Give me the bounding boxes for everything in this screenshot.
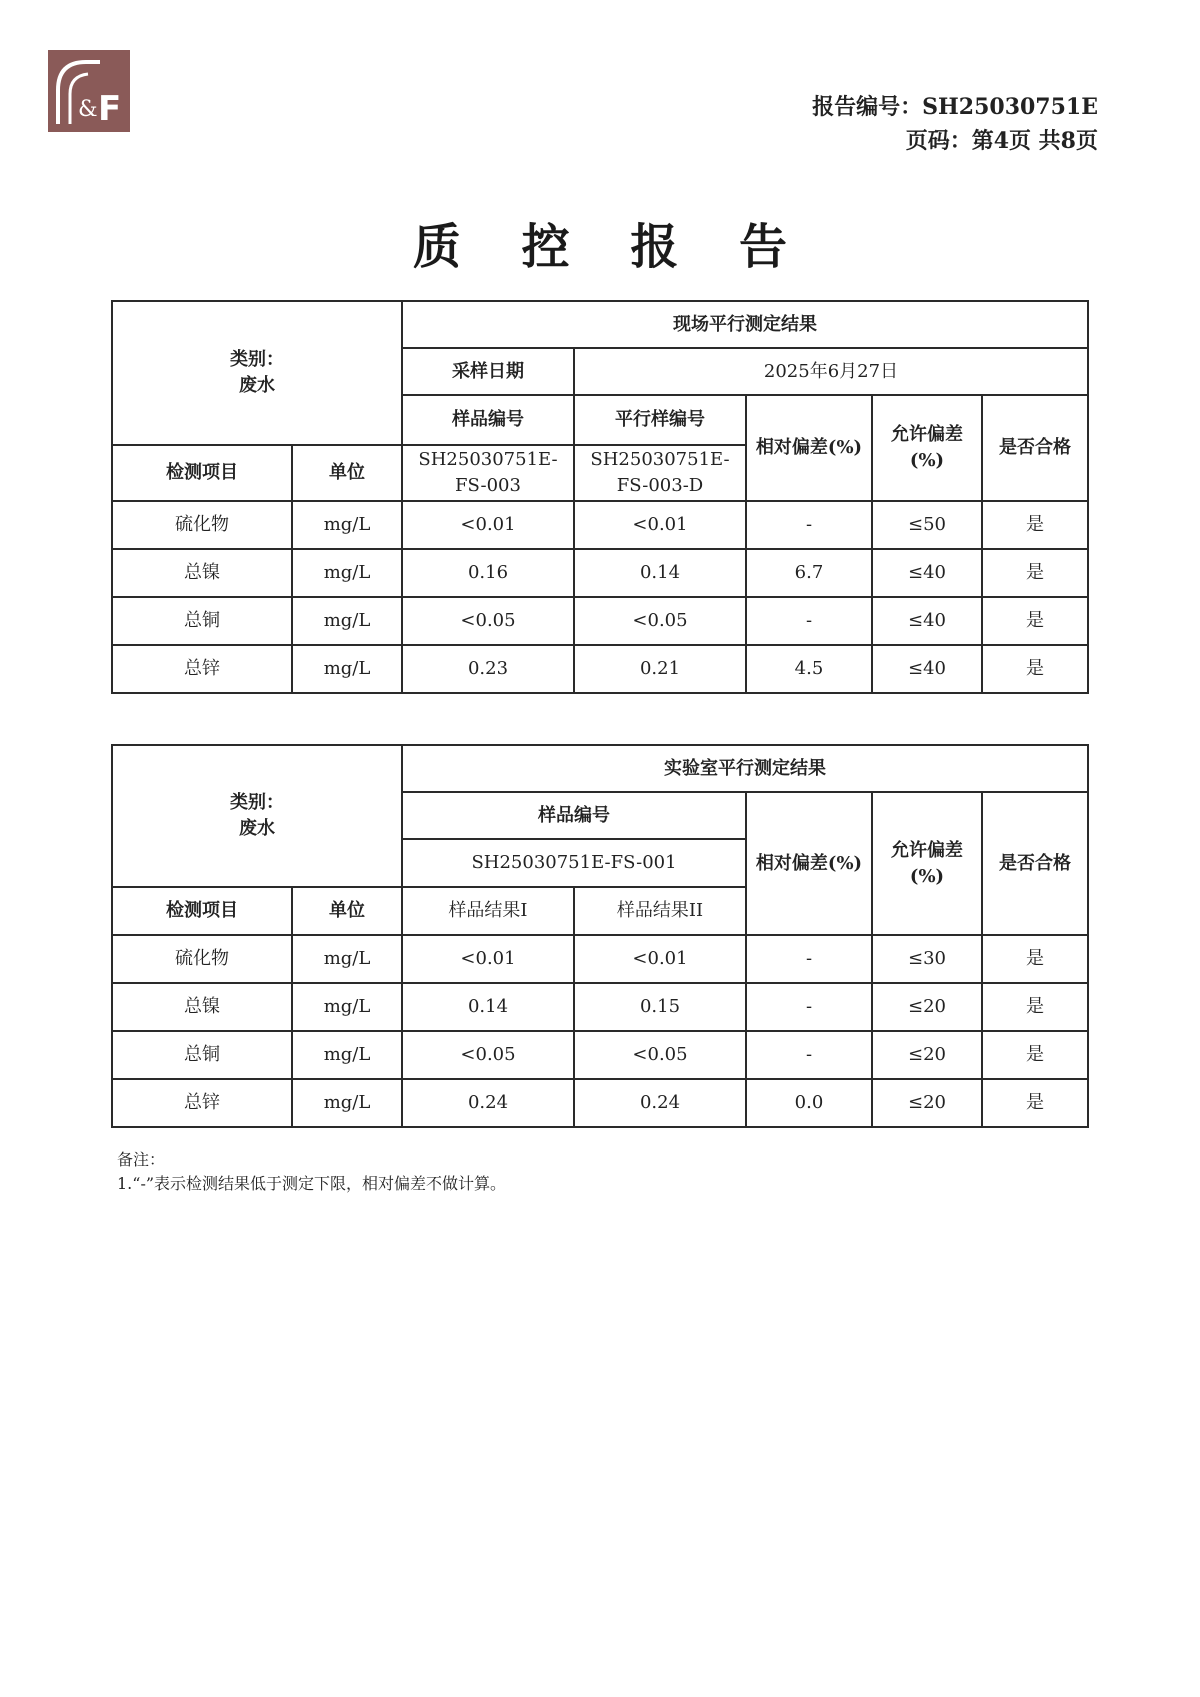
result-a-cell: <0.01 bbox=[402, 501, 574, 549]
result-a-cell: <0.05 bbox=[402, 1031, 574, 1079]
notes-heading: 备注： bbox=[117, 1150, 166, 1169]
item-label: 检测项目 bbox=[112, 887, 292, 935]
relative-deviation-cell: - bbox=[746, 935, 872, 983]
table-row bbox=[112, 935, 1088, 983]
unit-cell: mg/L bbox=[292, 501, 402, 549]
pass-label: 是否合格 bbox=[982, 792, 1088, 935]
allowed-deviation-cell: ≤40 bbox=[872, 549, 982, 597]
table-row bbox=[112, 1079, 1088, 1127]
page-number: 页码：第4页 共8页 bbox=[905, 128, 1098, 154]
pass-flag-cell: 是 bbox=[982, 597, 1088, 645]
category-value: 废水 bbox=[239, 375, 275, 396]
result-a-cell: 0.14 bbox=[402, 983, 574, 1031]
result-a-cell: <0.01 bbox=[402, 935, 574, 983]
unit-cell: mg/L bbox=[292, 1031, 402, 1079]
pass-flag-cell: 是 bbox=[982, 501, 1088, 549]
category-cell bbox=[112, 301, 402, 445]
relative-deviation-cell: - bbox=[746, 501, 872, 549]
category-value: 废水 bbox=[239, 818, 275, 839]
result1-label: 样品结果I bbox=[402, 887, 574, 935]
rel-dev-label: 相对偏差(%) bbox=[746, 395, 872, 501]
report-header bbox=[812, 90, 1098, 158]
lab-parallel-rows bbox=[112, 935, 1088, 1127]
pass-flag-cell: 是 bbox=[982, 1079, 1088, 1127]
table-row bbox=[112, 501, 1088, 549]
relative-deviation-cell: - bbox=[746, 597, 872, 645]
sampling-date-label: 采样日期 bbox=[402, 348, 574, 395]
result-b-cell: 0.15 bbox=[574, 983, 746, 1031]
table-row bbox=[112, 549, 1088, 597]
company-logo bbox=[48, 50, 130, 132]
section-title: 现场平行测定结果 bbox=[402, 301, 1088, 348]
notes bbox=[117, 1148, 506, 1196]
parallel-no: SH25030751E-FS-003-D bbox=[574, 445, 746, 501]
sample-no: SH25030751E-FS-001 bbox=[402, 839, 746, 887]
result2-label: 样品结果II bbox=[574, 887, 746, 935]
result-b-cell: 0.21 bbox=[574, 645, 746, 693]
unit-cell: mg/L bbox=[292, 645, 402, 693]
table-row bbox=[112, 597, 1088, 645]
page-title: 质 控 报 告 bbox=[412, 219, 810, 275]
unit-cell: mg/L bbox=[292, 983, 402, 1031]
svg-text:F: F bbox=[98, 89, 122, 129]
pass-flag-cell: 是 bbox=[982, 645, 1088, 693]
allowed-deviation-cell: ≤20 bbox=[872, 1079, 982, 1127]
relative-deviation-cell: 0.0 bbox=[746, 1079, 872, 1127]
relative-deviation-cell: 6.7 bbox=[746, 549, 872, 597]
unit-cell: mg/L bbox=[292, 1079, 402, 1127]
sample-no-label: 样品编号 bbox=[402, 792, 746, 839]
relative-deviation-cell: 4.5 bbox=[746, 645, 872, 693]
rel-dev-label: 相对偏差(%) bbox=[746, 792, 872, 935]
relative-deviation-cell: - bbox=[746, 1031, 872, 1079]
unit-label: 单位 bbox=[292, 887, 402, 935]
result-b-cell: 0.24 bbox=[574, 1079, 746, 1127]
unit-cell: mg/L bbox=[292, 549, 402, 597]
pass-label: 是否合格 bbox=[982, 395, 1088, 501]
relative-deviation-cell: - bbox=[746, 983, 872, 1031]
result-a-cell: <0.05 bbox=[402, 597, 574, 645]
allowed-deviation-cell: ≤20 bbox=[872, 1031, 982, 1079]
section-title: 实验室平行测定结果 bbox=[402, 745, 1088, 792]
allowed-deviation-cell: ≤30 bbox=[872, 935, 982, 983]
table-row bbox=[112, 645, 1088, 693]
field-parallel-rows bbox=[112, 501, 1088, 693]
unit-label: 单位 bbox=[292, 445, 402, 501]
sampling-date: 2025年6月27日 bbox=[574, 348, 1088, 395]
result-b-cell: <0.05 bbox=[574, 597, 746, 645]
category-cell bbox=[112, 745, 402, 887]
pass-flag-cell: 是 bbox=[982, 935, 1088, 983]
allowed-deviation-cell: ≤40 bbox=[872, 645, 982, 693]
category-label: 类别： bbox=[230, 792, 284, 813]
notes-line-1: 1.“-”表示检测结果低于测定下限，相对偏差不做计算。 bbox=[117, 1174, 507, 1193]
table-row bbox=[112, 1031, 1088, 1079]
test-item-cell: 总锌 bbox=[112, 1079, 292, 1127]
pass-flag-cell: 是 bbox=[982, 983, 1088, 1031]
unit-cell: mg/L bbox=[292, 935, 402, 983]
allowed-deviation-cell: ≤20 bbox=[872, 983, 982, 1031]
result-b-cell: 0.14 bbox=[574, 549, 746, 597]
field-parallel-table bbox=[111, 300, 1089, 694]
item-label: 检测项目 bbox=[112, 445, 292, 501]
result-a-cell: 0.16 bbox=[402, 549, 574, 597]
result-b-cell: <0.01 bbox=[574, 935, 746, 983]
test-item-cell: 硫化物 bbox=[112, 935, 292, 983]
logo-mark-icon bbox=[48, 50, 130, 132]
allow-dev-label: 允许偏差(%) bbox=[872, 395, 982, 501]
allowed-deviation-cell: ≤40 bbox=[872, 597, 982, 645]
sample-no-label: 样品编号 bbox=[402, 395, 574, 445]
result-b-cell: <0.05 bbox=[574, 1031, 746, 1079]
test-item-cell: 总镍 bbox=[112, 983, 292, 1031]
test-item-cell: 总锌 bbox=[112, 645, 292, 693]
allow-dev-label: 允许偏差(%) bbox=[872, 792, 982, 935]
pass-flag-cell: 是 bbox=[982, 549, 1088, 597]
test-item-cell: 总铜 bbox=[112, 597, 292, 645]
parallel-no-label: 平行样编号 bbox=[574, 395, 746, 445]
test-item-cell: 硫化物 bbox=[112, 501, 292, 549]
test-item-cell: 总铜 bbox=[112, 1031, 292, 1079]
allowed-deviation-cell: ≤50 bbox=[872, 501, 982, 549]
test-item-cell: 总镍 bbox=[112, 549, 292, 597]
svg-text:&: & bbox=[78, 97, 98, 122]
lab-parallel-table bbox=[111, 744, 1089, 1128]
result-a-cell: 0.24 bbox=[402, 1079, 574, 1127]
result-a-cell: 0.23 bbox=[402, 645, 574, 693]
result-b-cell: <0.01 bbox=[574, 501, 746, 549]
pass-flag-cell: 是 bbox=[982, 1031, 1088, 1079]
table-row bbox=[112, 983, 1088, 1031]
unit-cell: mg/L bbox=[292, 597, 402, 645]
sample-no: SH25030751E-FS-003 bbox=[402, 445, 574, 501]
report-number: 报告编号：SH25030751E bbox=[812, 94, 1098, 120]
category-label: 类别： bbox=[230, 349, 284, 370]
